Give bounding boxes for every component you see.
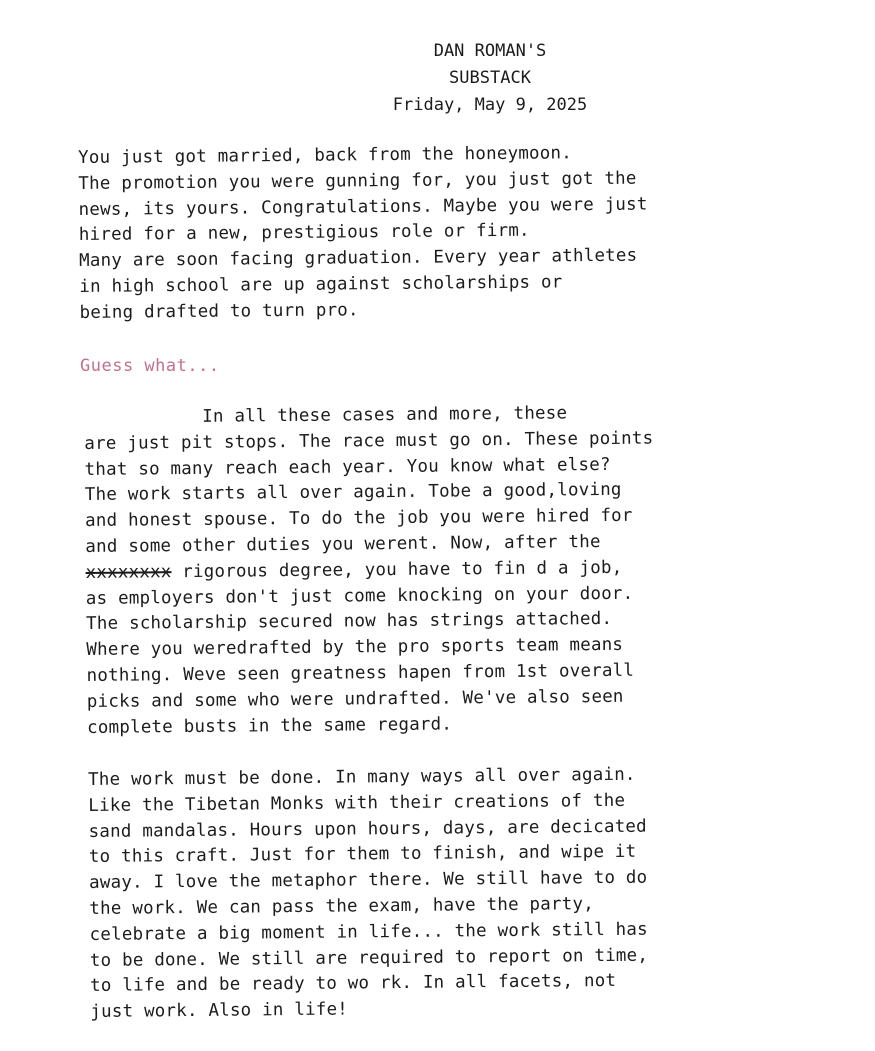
text-line: Where you weredrafted by the pro sports team means — [86, 635, 624, 661]
text-line: sand mandalas. Hours upon hours, days, are decicated — [88, 816, 647, 842]
text-fragment: rigorous degree, you have to fin d a job, — [171, 557, 623, 582]
text-line: as employers don't just come knocking on your door. — [85, 583, 634, 609]
header-date: Friday, May 9, 2025 — [392, 95, 588, 115]
text-line: Many are soon facing graduation. Every year athletes — [79, 245, 638, 272]
text-line: to this craft. Just for them to finish, and wipe it — [88, 842, 637, 868]
text-line: The work starts all over again. Tobe a good,loving — [84, 480, 622, 506]
text-line: are just pit stops. The race must go on. These points — [84, 428, 654, 454]
text-line: Like the Tibetan Monks with their creations of the — [88, 790, 626, 816]
text-line: that so many reach each year. You know what else? — [84, 454, 611, 480]
paragraph-2 — [84, 401, 656, 742]
text-line: being drafted to turn pro. — [79, 300, 359, 323]
text-line: The promotion you were gunning for, you just got the — [78, 168, 637, 194]
page-header — [300, 38, 680, 119]
header-author: DAN ROMAN'S — [433, 41, 547, 61]
header-publication: SUBSTACK — [449, 68, 531, 88]
paragraph-3 — [88, 763, 649, 1026]
text-line: away. I love the metaphor there. We still have to do — [89, 867, 648, 894]
text-line: and some other duties you werent. Now, after the — [85, 532, 601, 557]
text-line: to be done. We still are required to report on time, — [89, 945, 649, 971]
text-line: in high school are up against scholarships or — [79, 272, 563, 297]
text-line: nothing. Weve seen greatness hapen from 1st overall — [86, 660, 635, 686]
text-line: and honest spouse. To do the job you were hired for — [85, 505, 633, 532]
text-line: just work. Also in life! — [90, 999, 349, 1023]
guess-what-heading: Guess what... — [80, 356, 220, 376]
paragraph-1 — [78, 141, 649, 327]
text-line: The scholarship secured now has strings attached. — [86, 609, 613, 635]
text-line: You just got married, back from the honeymoon. — [78, 143, 573, 168]
text-line: news, its yours. Congratulations. Maybe you were just — [78, 194, 648, 220]
struck-out-text: xxxxxxxx — [85, 561, 172, 583]
text-line: celebrate a big moment in life... the work still has — [89, 919, 648, 945]
text-line: to life and be ready to wo rk. In all facets, not — [90, 971, 617, 997]
text-line: picks and some who were undrafted. We've also seen — [86, 686, 624, 712]
text-line: the work. We can pass the exam, have the party, — [89, 894, 595, 919]
text-line: In all these cases and more, these — [84, 403, 568, 428]
text-line: complete busts in the same regard. — [86, 714, 453, 738]
text-line: hired for a new, prestigious role or firm. — [78, 221, 530, 246]
text-line: The work must be done. In many ways all over again. — [88, 764, 636, 790]
